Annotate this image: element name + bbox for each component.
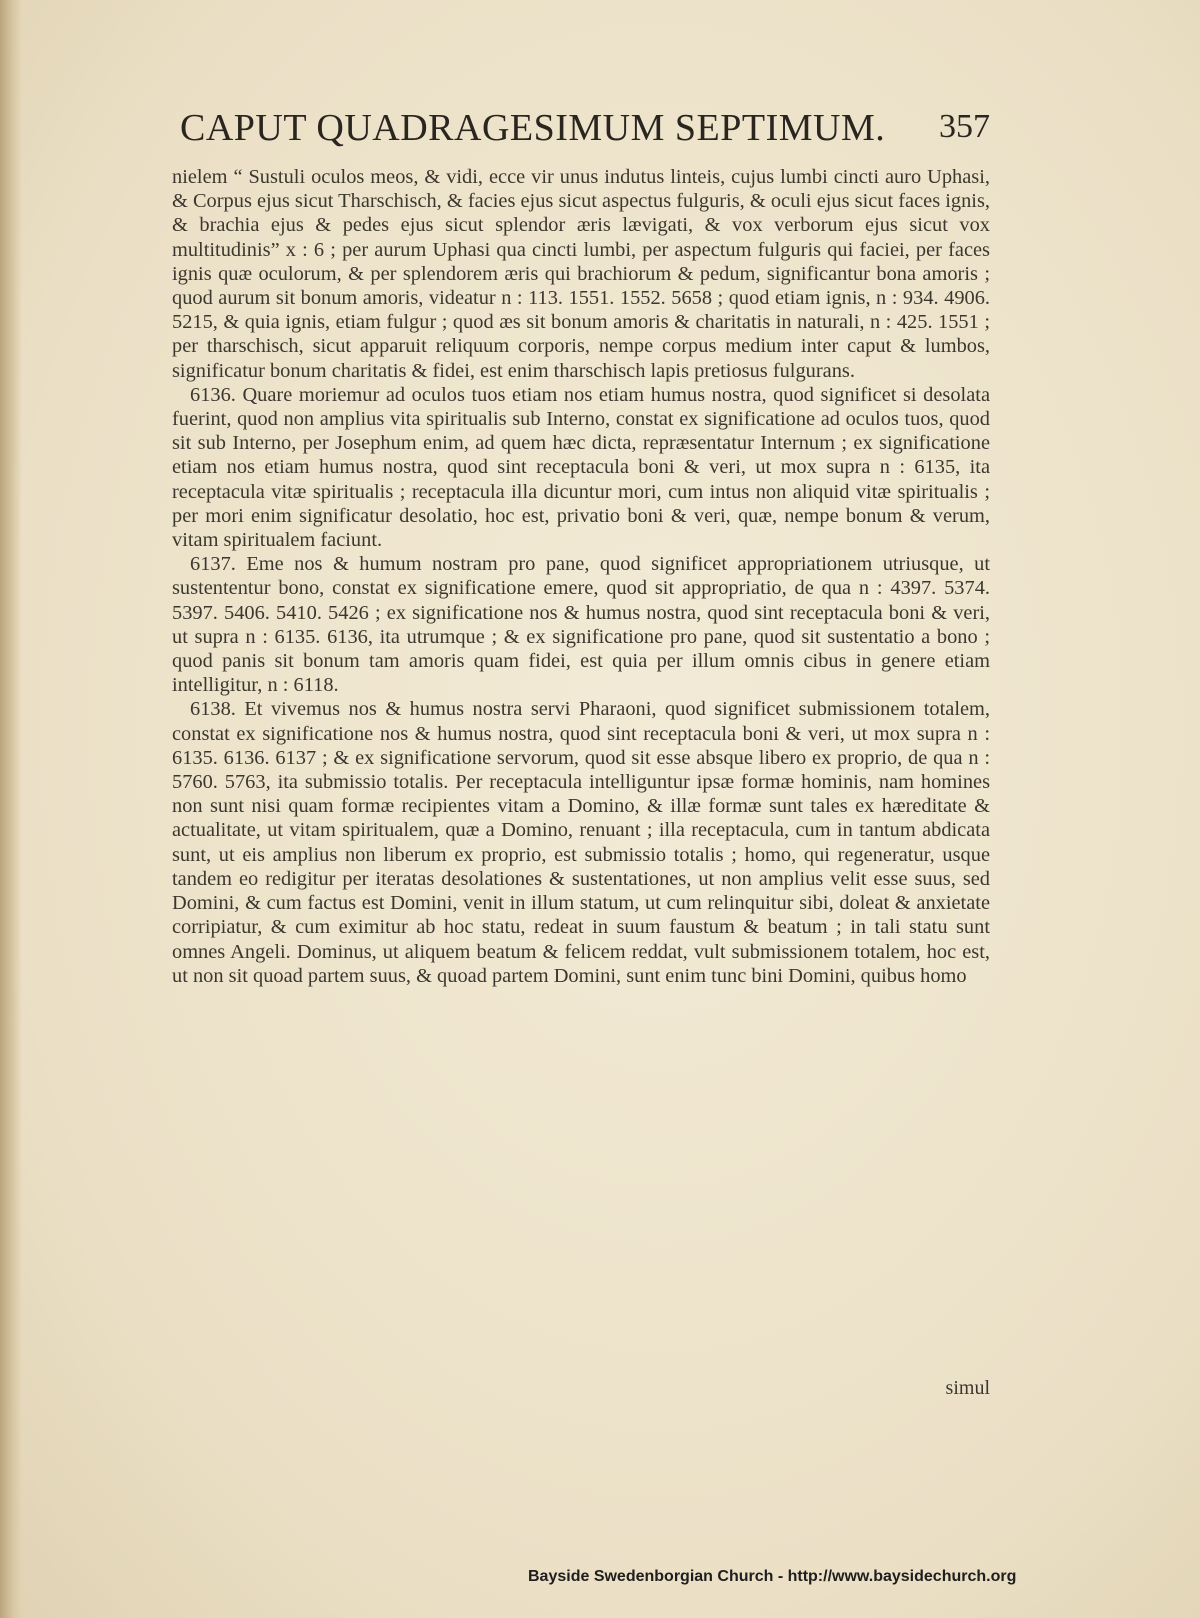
body-text <box>172 165 990 988</box>
page-number: 357 <box>939 108 990 145</box>
paragraph-continuation: nielem “ Sustuli oculos meos, & vidi, ecce vir unus indutus linteis, cujus lumbi cincti auro Uphasi, & Corpus ejus sicut Tharschisch, & facies ejus sicut aspectus fulguris, & oculi ejus sicut faces ignis, & brachia ejus & pedes ejus sicut splendor æris lævigati, & vox verborum ejus sicut vox multitudinis” x : 6 ; per aurum Uphasi qua cincti lumbi, per aspectum fulguris qui faciei, per faces ignis quæ oculorum, & per splendorem æris qui brachiorum & pedum, significantur bona amoris ; quod aurum sit bonum amoris, videatur n : 113. 1551. 1552. 5658 ; quod etiam ignis, n : 934. 4906. 5215, & quia ignis, etiam fulgur ; quod æs sit bonum amoris & charitatis in naturali, n : 425. 1551 ; per tharschisch, sicut apparuit reliquum corporis, nempe corpus medium inter caput & lumbos, significatur bonum charitatis & fidei, est enim tharschisch lapis pretiosus fulgurans. <box>172 166 990 382</box>
paragraph-6136: 6136. Quare moriemur ad oculos tuos etiam nos etiam humus nostra, quod significet si desolata fuerint, quod non amplius vita spiritualis sub Interno, constat ex significatione ad oculos tuos, quod sit sub Interno, per Josephum enim, ad quem hæc dicta, repræsentatur Internum ; ex significatione etiam nos etiam humus nostra, quod sint receptacula boni & veri, ut mox supra n : 6135, ita receptacula vitæ spiritualis ; receptacula illa dicuntur mori, cum intus non aliquid vitæ spiritualis ; per mori enim significatur desolatio, hoc est, privatio boni & veri, quæ, nempe bonum & verum, vitam spiritualem faciunt. <box>172 383 990 552</box>
paragraph-6137: 6137. Eme nos & humum nostram pro pane, quod significet appropriationem utriusque, ut sustententur bono, constat ex significatione emere, quod sit appropriatio, de qua n : 4397. 5374. 5397. 5406. 5410. 5426 ; ex significatione nos & humus nostra, quod sint receptacula boni & veri, ut supra n : 6135. 6136, ita utrumque ; & ex significatione pro pane, quod sit sustentatio a bono ; quod panis sit bonum tam amoris quam fidei, est quia per illum omnis cibus in genere etiam intelligitur, n : 6118. <box>172 553 990 697</box>
running-title: CAPUT QUADRAGESIMUM SEPTIMUM. <box>180 107 886 149</box>
paragraph-6138: 6138. Et vivemus nos & humus nostra servi Pharaoni, quod significet submissionem totalem, constat ex significatione nos & humus nostra, quod sint receptacula boni & veri, ut mox supra n : 6135. 6136. 6137 ; & ex significatione servorum, quod sit esse absque libero ex proprio, de qua n : 5760. 5763, ita submissio totalis. Per receptacula intelliguntur ipsæ formæ hominis, nam homines non sunt nisi quam formæ recipientes vitam a Domino, & illæ formæ sunt tales ex hæreditate & actualitate, ut vitam spiritualem, quæ a Domino, renuant ; illa receptacula, cum in tantum abdicata sunt, ut eis amplius non liberum ex proprio, est submissio totalis ; homo, qui regeneratur, usque tandem eo redigitur per iteratas desolationes & sustentationes, ut non amplius velit esse suus, sed Domini, & cum factus est Domini, venit in illum statum, ut cum relinquitur sibi, doleat & anxietate corripiatur, & cum eximitur ab hoc statu, redeat in suum faustum & beatum ; in tali statu sunt omnes Angeli. Dominus, ut aliquem beatum & felicem reddat, vult submissionem totalem, hoc est, ut non sit quoad partem suus, & quoad partem Domini, sunt enim tunc bini Domini, quibus homo <box>172 698 990 987</box>
footer-credit: Bayside Swedenborgian Church - http://www.baysidechurch.org <box>528 1568 1017 1585</box>
catchword: simul <box>945 1377 990 1399</box>
page-header <box>180 106 990 158</box>
